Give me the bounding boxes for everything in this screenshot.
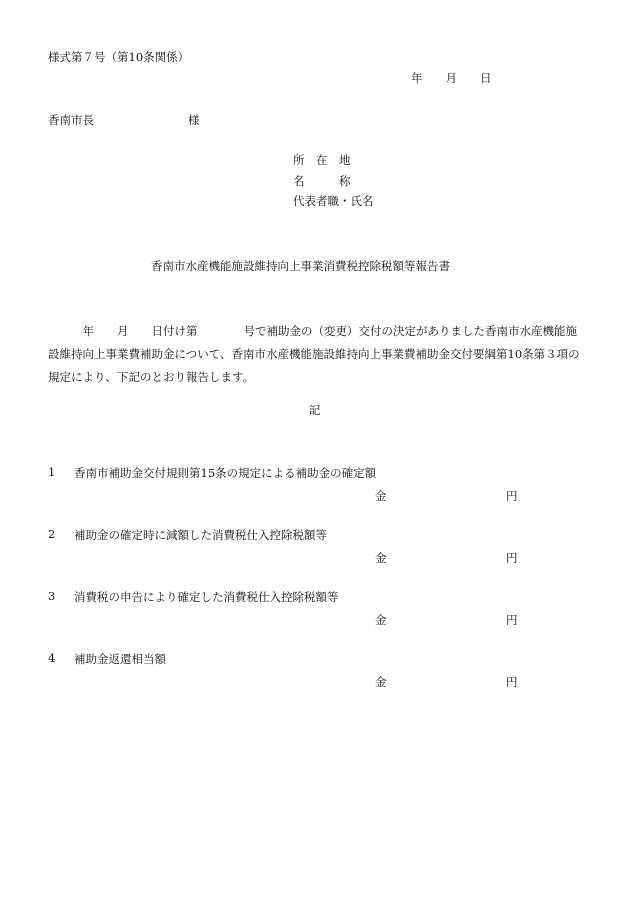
item-number: 1: [48, 465, 56, 479]
yen-unit: 円: [506, 613, 518, 627]
amount-label: 金: [375, 675, 387, 689]
item-label: 補助金返還相当額: [74, 652, 166, 666]
name-label: 名 称: [293, 174, 351, 188]
form-number: 様式第７号（第10条関係）: [48, 50, 190, 64]
addressee-name: 香南市長: [48, 113, 94, 127]
location-label: 所 在 地: [293, 153, 351, 167]
amount-label: 金: [375, 613, 387, 627]
amount-label: 金: [375, 551, 387, 565]
date-line: 年 月 日: [411, 71, 492, 85]
item-number: 3: [48, 589, 56, 603]
item-label: 消費税の申告により確定した消費税仕入控除税額等: [74, 590, 339, 604]
ki-heading: 記: [309, 403, 321, 417]
item-number: 2: [48, 527, 56, 541]
amount-label: 金: [375, 489, 387, 503]
yen-unit: 円: [506, 489, 518, 503]
body-paragraph: 年 月 日付け第 号で補助金の（変更）交付の決定がありました香南市水産機能施設維持向上事業費補助金について、香南市水産機能施設維持向上事業費補助金交付要綱第10条第３項の規定により、下記のとおり報告します。: [48, 324, 580, 384]
item-label: 補助金の確定時に減額した消費税仕入控除税額等: [74, 528, 327, 542]
representative-label: 代表者職・氏名: [293, 194, 374, 208]
item-number: 4: [48, 651, 56, 665]
addressee-honorific: 様: [188, 113, 200, 127]
item-label: 香南市補助金交付規則第15条の規定による補助金の確定額: [74, 466, 377, 480]
yen-unit: 円: [506, 675, 518, 689]
yen-unit: 円: [506, 551, 518, 565]
document-title: 香南市水産機能施設維持向上事業消費税控除税額等報告書: [151, 259, 450, 273]
